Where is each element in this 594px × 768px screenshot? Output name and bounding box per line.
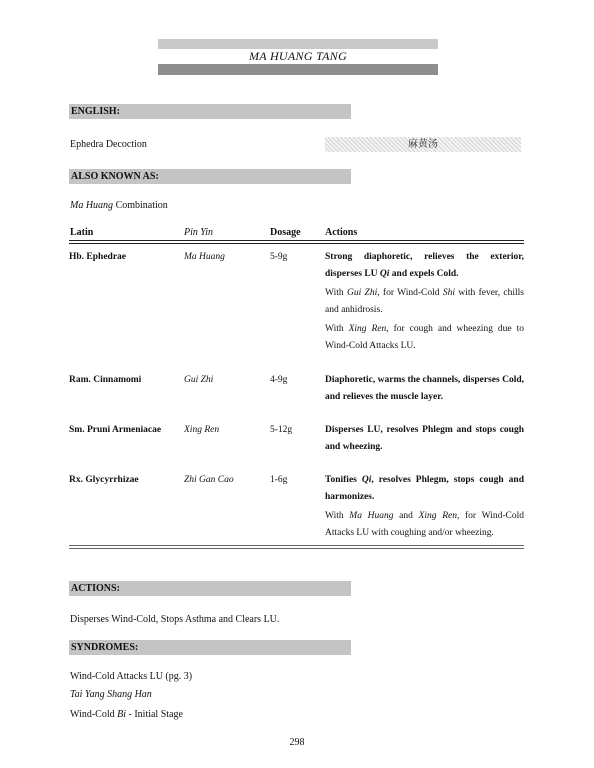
row1-pin-yin: Ma Huang: [184, 252, 225, 262]
col-header-dosage: Dosage: [270, 227, 301, 238]
syndrome-3: Wind-Cold Bi - Initial Stage: [70, 709, 183, 720]
title-bar-top: [158, 39, 438, 49]
also-known-as-text: Ma Huang Combination: [70, 200, 168, 211]
row1-actions: [325, 249, 524, 355]
section-header-actions: ACTIONS:: [69, 581, 351, 596]
row1-action-combo-2: With Xing Ren, for cough and wheezing due to Wind-Cold Attacks LU.: [325, 324, 524, 351]
row2-actions: Diaphoretic, warms the channels, disperses Cold, and relieves the muscle layer.: [325, 375, 524, 402]
row2-dosage: 4-9g: [270, 375, 288, 385]
row2-latin: Ram. Cinnamomi: [69, 375, 142, 385]
syndrome-2: Tai Yang Shang Han: [70, 689, 152, 700]
row4-action-combo-1: With Ma Huang and Xing Ren, for Wind-Cold Attacks LU with coughing and/or wheezing.: [325, 511, 524, 538]
row1-latin: Hb. Ephedrae: [69, 252, 127, 262]
row1-action-main: Strong diaphoretic, relieves the exterior, disperses LU Qi and expels Cold.: [325, 252, 524, 279]
row4-dosage: 1-6g: [270, 475, 288, 485]
section-header-syndromes: SYNDROMES:: [69, 640, 351, 655]
row4-action-main: Tonifies Qi, resolves Phlegm, stops cough and harmonizes.: [325, 475, 524, 502]
col-header-latin: Latin: [70, 227, 94, 238]
syndrome-1: Wind-Cold Attacks LU (pg. 3): [70, 671, 193, 682]
section-header-also-known-as: ALSO KNOWN AS:: [69, 169, 351, 184]
chinese-name: 麻黄汤: [408, 139, 438, 150]
row4-latin: Rx. Glycyrrhizae: [69, 475, 139, 485]
table-header-rule: [69, 240, 524, 244]
row1-action-combo-1: With Gui Zhi, for Wind-Cold Shi with fever, chills and anhidrosis.: [325, 288, 524, 315]
col-header-actions: Actions: [325, 227, 358, 238]
chinese-name-box: [325, 137, 521, 152]
row3-actions: Disperses LU, resolves Phlegm and stops cough and wheezing.: [325, 425, 524, 452]
row3-pin-yin: Xing Ren: [184, 425, 220, 435]
row3-dosage: 5-12g: [270, 425, 293, 435]
section-header-english: ENGLISH:: [69, 104, 351, 119]
row1-dosage: 5-9g: [270, 252, 288, 262]
col-header-pin-yin: Pin Yin: [184, 227, 213, 238]
english-name: Ephedra Decoction: [70, 139, 147, 150]
row4-actions: [325, 472, 524, 542]
actions-text: Disperses Wind-Cold, Stops Asthma and Clears LU.: [70, 614, 280, 625]
table-bottom-rule: [69, 545, 524, 549]
row3-latin: Sm. Pruni Armeniacae: [69, 425, 162, 435]
row4-pin-yin: Zhi Gan Cao: [184, 475, 234, 485]
row2-pin-yin: Gui Zhi: [184, 375, 214, 385]
title-bar-bottom: [158, 64, 438, 75]
page-number: 298: [289, 737, 305, 748]
page-title: MA HUANG TANG: [248, 49, 348, 63]
